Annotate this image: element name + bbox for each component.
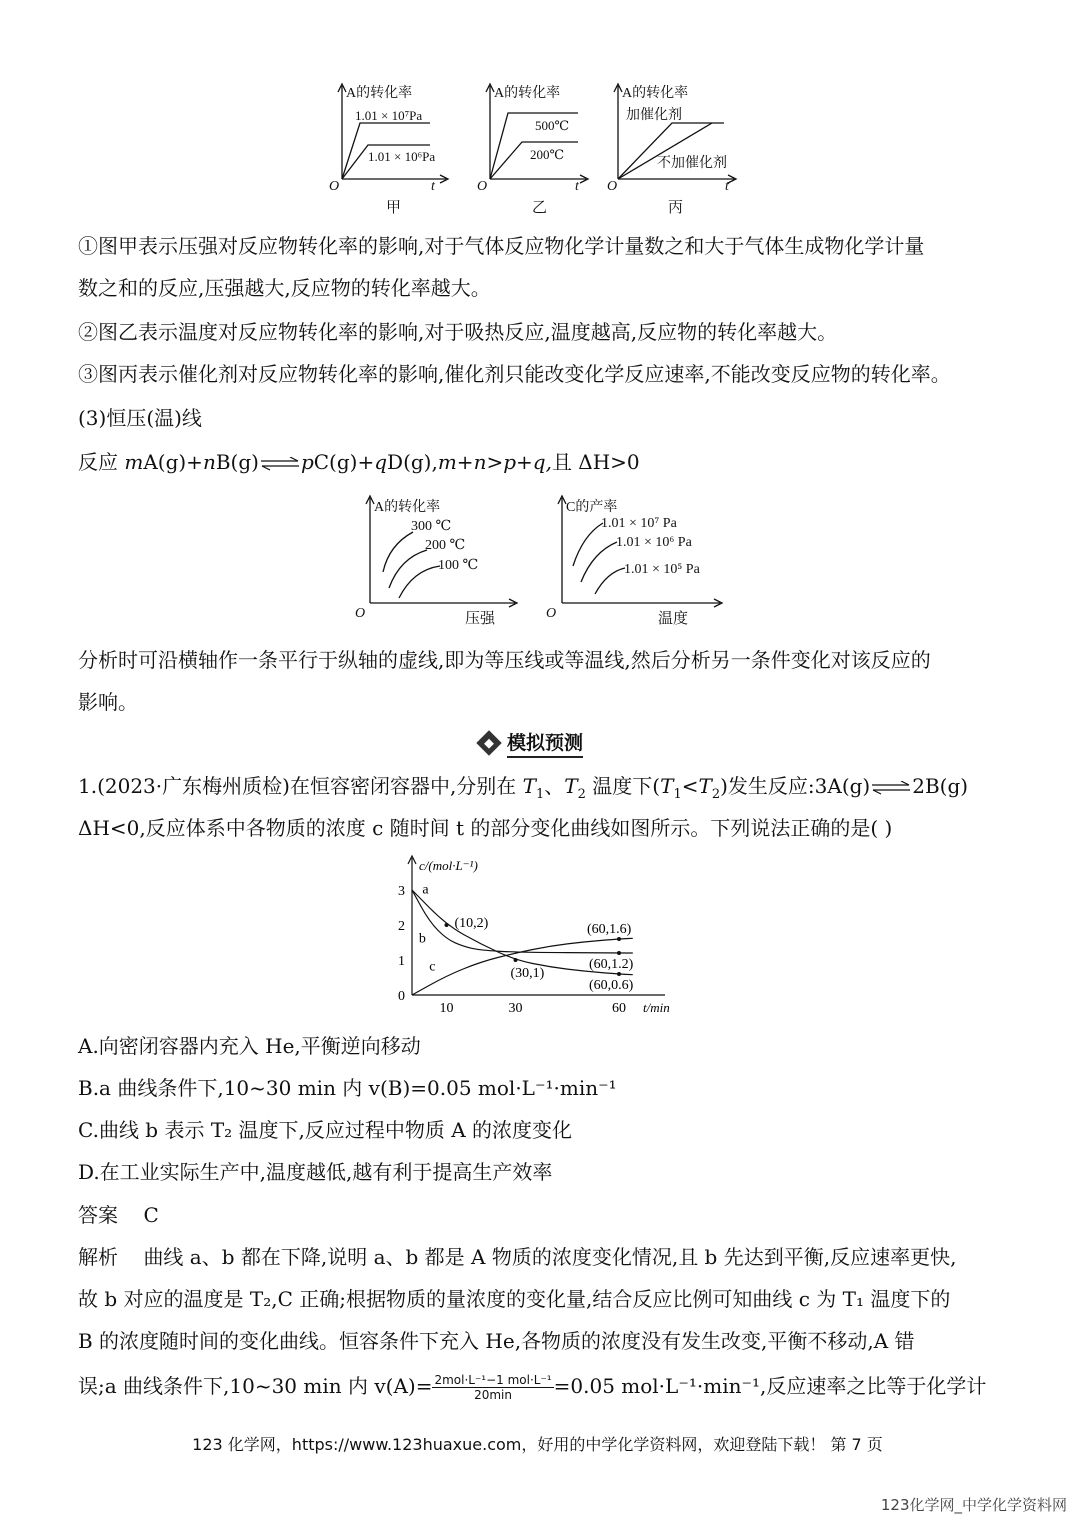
answer-label: 答案	[78, 1203, 118, 1227]
y-tick-label: 2	[398, 919, 405, 934]
data-point	[617, 951, 621, 955]
yi-upper-label: 500℃	[535, 118, 570, 133]
isoline-left-origin: O	[355, 606, 366, 621]
data-point	[617, 972, 621, 976]
yi-lower-label: 200℃	[530, 147, 565, 162]
y-tick-label: 0	[398, 989, 405, 1004]
isoline-right-ylabel: C的产率	[566, 500, 618, 515]
bing-ylabel: A的转化率	[622, 86, 689, 101]
data-point	[445, 923, 449, 927]
section-header	[480, 730, 583, 756]
jia-xlabel: t	[431, 179, 435, 194]
diamond-icon	[476, 730, 501, 755]
x-tick-label: 10	[439, 1001, 454, 1016]
equilibrium-arrow-icon	[871, 781, 911, 795]
bing-lower-label: 不加催化剂	[657, 156, 727, 171]
option-a: A.向密闭容器内充入 He,平衡逆向移动	[78, 1034, 421, 1058]
curve-300c: 300 ℃	[411, 519, 452, 534]
x-tick-label: 30	[508, 1001, 523, 1016]
figure-conversion-graphs	[320, 76, 760, 216]
curve-1e6pa: 1.01 × 10⁶ Pa	[616, 535, 692, 550]
jia-ylabel: A的转化率	[346, 86, 413, 101]
analysis-line-2: 故 b 对应的温度是 T₂,C 正确;根据物质的量浓度的变化量,结合反应比例可知曲线 c 为 T₁ 温度下的	[78, 1287, 951, 1311]
reaction-line: 反应 mA(g)+nB(g) pC(g)+qD(g),m+n>p+q,且 ΔH>0	[78, 450, 640, 474]
paragraph-6b: 影响。	[78, 690, 138, 714]
jia-upper-label: 1.01 × 10⁷Pa	[355, 108, 423, 123]
curve-100c: 100 ℃	[438, 558, 479, 573]
analysis-line-3: B 的浓度随时间的变化曲线。恒容条件下充入 He,各物质的浓度没有发生改变,平衡不移动,A 错	[78, 1329, 915, 1353]
yi-caption: 乙	[532, 200, 548, 216]
point-annotation: (60,0.6)	[589, 978, 634, 993]
site-watermark: 123化学网_中学化学资料网	[880, 1496, 1067, 1514]
curve-200c: 200 ℃	[425, 538, 466, 553]
figure-isoline-graphs	[345, 490, 745, 630]
analysis-line-1: 解析 曲线 a、b 都在下降,说明 a、b 都是 A 物质的浓度变化情况,且 b 先达到平衡,反应速率更快,	[78, 1245, 957, 1269]
isoline-right-xlabel: 温度	[658, 611, 689, 627]
paragraph-4: (3)恒压(温)线	[78, 406, 202, 430]
answer-value: C	[143, 1203, 159, 1227]
page-footer: 123 化学网，https://www.123huaxue.com，好用的中学化学资料网，欢迎登陆下载！ 第 7 页	[192, 1435, 883, 1454]
y-tick-label: 3	[398, 884, 405, 899]
option-b: B.a 曲线条件下,10~30 min 内 v(B)=0.05 mol·L⁻¹·min⁻¹	[78, 1076, 617, 1100]
x-tick-label: 60	[612, 1001, 626, 1016]
point-annotation: (60,1.6)	[587, 922, 632, 937]
jia-caption: 甲	[386, 200, 402, 216]
point-annotation: (30,1)	[510, 966, 545, 981]
paragraph-3: ③图丙表示催化剂对反应物转化率的影响,催化剂只能改变化学反应速率,不能改变反应物的转化率。	[78, 362, 951, 386]
option-d: D.在工业实际生产中,温度越低,越有利于提高生产效率	[78, 1160, 553, 1184]
jia-lower-label: 1.01 × 10⁶Pa	[368, 149, 436, 164]
chart-ylabel: c/(mol·L⁻¹)	[419, 858, 478, 873]
curve-1e7pa: 1.01 × 10⁷ Pa	[601, 516, 677, 531]
analysis-line-4: 误;a 曲线条件下,10~30 min 内 v(A)= $\frac{\text{2mol·L⁻¹−1 mol·L⁻¹}}{20\min}$ =0.05 mol·L⁻¹·min⁻¹,反应速率之比等于化学计	[78, 1373, 987, 1402]
point-annotation: (10,2)	[454, 916, 489, 931]
answer-line	[78, 1201, 159, 1229]
series-label-b: b	[418, 931, 426, 947]
jia-origin: O	[329, 179, 340, 194]
curve-1e5pa: 1.01 × 10⁵ Pa	[624, 562, 700, 577]
point-annotation: (60,1.2)	[589, 957, 634, 972]
question-line-2: ΔH<0,反应体系中各物质的浓度 c 随时间 t 的部分变化曲线如图所示。下列说法正确的是( )	[78, 816, 893, 840]
data-point	[514, 958, 518, 962]
bing-upper-label: 加催化剂	[626, 108, 682, 123]
concentration-chart	[385, 852, 685, 1022]
yi-xlabel: t	[575, 179, 579, 194]
data-point	[617, 937, 621, 941]
yi-ylabel: A的转化率	[494, 86, 561, 101]
isoline-left-ylabel: A的转化率	[374, 500, 441, 515]
paragraph-1b: 数之和的反应,压强越大,反应物的转化率越大。	[78, 276, 491, 300]
rate-fraction: $\frac{\text{2mol·L⁻¹−1 mol·L⁻¹}}{20\min}$	[434, 1373, 552, 1402]
isoline-right-origin: O	[546, 606, 557, 621]
paragraph-1a: ①图甲表示压强对反应物转化率的影响,对于气体反应物化学计量数之和大于气体生成物化学计量	[78, 234, 925, 258]
section-title: 模拟预测	[507, 728, 583, 758]
yi-origin: O	[477, 179, 488, 194]
chart-xlabel: t/min	[643, 1000, 670, 1015]
analysis-label: 解析	[78, 1245, 118, 1269]
bing-xlabel: t	[725, 179, 729, 194]
paragraph-2: ②图乙表示温度对反应物转化率的影响,对于吸热反应,温度越高,反应物的转化率越大。	[78, 320, 838, 344]
question-line-1: 1.(2023·广东梅州质检)在恒容密闭容器中,分别在 $T_1$、$T_2$ 温度下$(T_1<T_2)$发生反应:3A(g) 2B(g)	[78, 774, 969, 802]
bing-origin: O	[607, 179, 618, 194]
option-c: C.曲线 b 表示 T₂ 温度下,反应过程中物质 A 的浓度变化	[78, 1118, 573, 1142]
isoline-left-xlabel: 压强	[465, 611, 496, 627]
bing-caption: 丙	[668, 200, 684, 216]
series-label-a: a	[422, 882, 429, 898]
y-tick-label: 1	[398, 954, 405, 969]
paragraph-6a: 分析时可沿横轴作一条平行于纵轴的虚线,即为等压线或等温线,然后分析另一条件变化对该反应的	[78, 648, 931, 672]
equilibrium-arrow-icon	[260, 457, 300, 471]
series-label-c: c	[429, 959, 436, 975]
